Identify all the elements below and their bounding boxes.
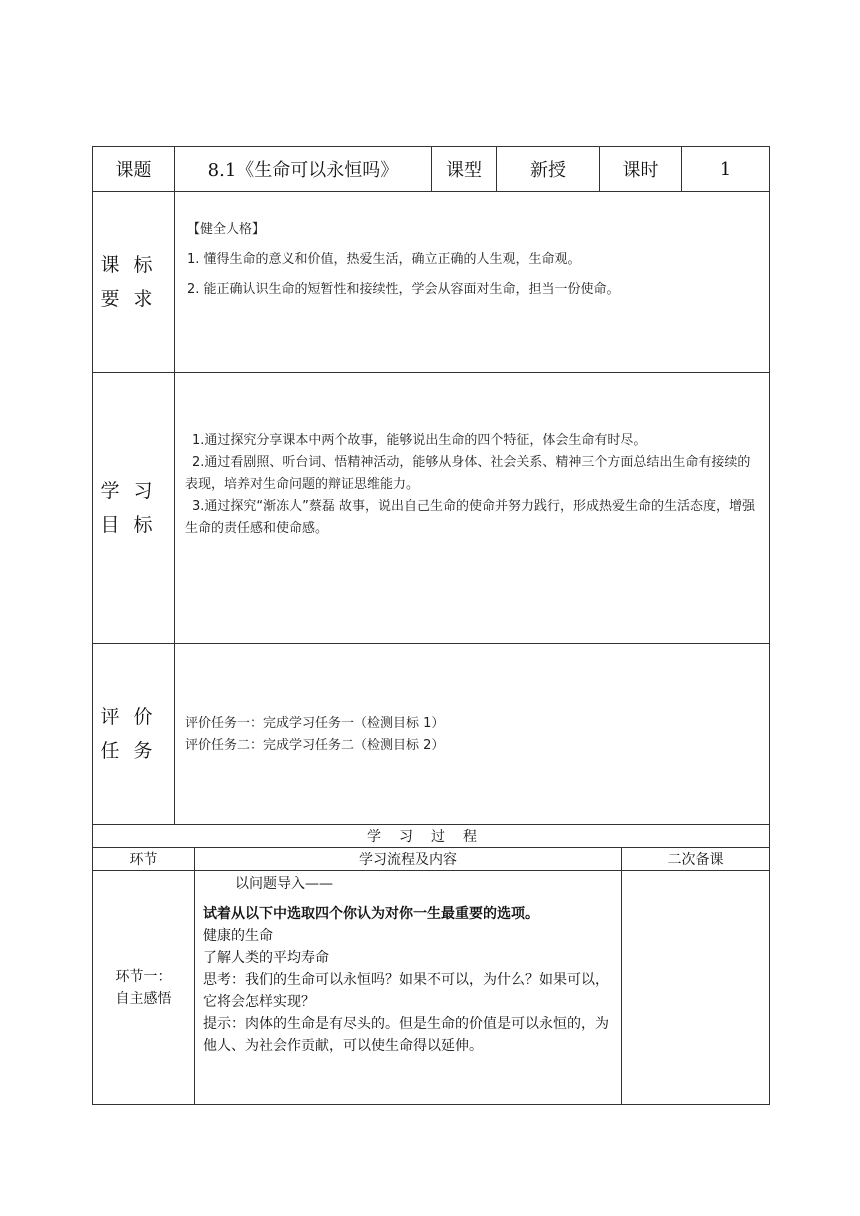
objectives-content: [175, 373, 770, 644]
process-header-row: [93, 848, 770, 871]
lesson-header-row: [93, 147, 770, 192]
process-title-row: [93, 825, 770, 848]
type-value: 新授: [497, 147, 600, 192]
objective-item-2: 2.通过看剧照、听台词、悟精神活动，能够从身体、社会关系、精神三个方面总结出生命有接续的表现，培养对生命问题的辩证思维能力。: [185, 455, 751, 492]
stage1-notes[interactable]: [622, 871, 770, 1105]
option-healthy-life: 健康的生命: [203, 928, 273, 944]
col-content-header: 学习流程及内容: [195, 848, 622, 871]
objective-item-3: 3.通过探究“渐冻人”蔡磊 故事，说出自己生命的使命并努力践行，形成热爱生命的生活态度，增强生命的责任感和使命感。: [185, 499, 756, 536]
curriculum-content: [175, 192, 770, 373]
evaluation-item-2: 评价任务二：完成学习任务二（检测目标 2）: [185, 738, 445, 753]
curriculum-heading: 【健全人格】: [187, 222, 266, 237]
stage1-name: 自主感悟: [115, 990, 172, 1007]
stage1-cell: [93, 871, 195, 1105]
process-table: [92, 824, 770, 1105]
curriculum-row: [93, 192, 770, 373]
objectives-row: [93, 373, 770, 644]
hint-text: 提示：肉体的生命是有尽头的。但是生命的价值是可以永恒的，为他人、为社会作贡献，可以使生命得以延伸。: [203, 1016, 609, 1054]
objectives-label: 学习 目标: [93, 373, 175, 644]
col-stage-header: 环节: [93, 848, 195, 871]
intro-line: 以问题导入——: [235, 876, 333, 892]
subject-value: 8.1《生命可以永恒吗》: [175, 147, 432, 192]
curriculum-label: 课标 要求: [93, 192, 175, 373]
stage1-row: [93, 871, 770, 1105]
stage1-label: 环节一：: [115, 968, 172, 985]
think-question: 思考：我们的生命可以永恒吗？如果不可以，为什么？如果可以，它将会怎样实现？: [203, 972, 609, 1010]
evaluation-content: [175, 644, 770, 825]
objective-item-1: 1.通过探究分享课本中两个故事，能够说出生命的四个特征，体会生命有时尽。: [192, 433, 647, 448]
stage1-content: [195, 871, 622, 1105]
process-title: 学习过程: [93, 825, 770, 848]
evaluation-row: [93, 644, 770, 825]
period-value: 1: [682, 147, 770, 192]
evaluation-label: 评价 任务: [93, 644, 175, 825]
activity-prompt: 试着从以下中选取四个你认为对你一生最重要的选项。: [203, 906, 539, 922]
period-label: 课时: [600, 147, 682, 192]
col-notes-header: 二次备课: [622, 848, 770, 871]
lesson-info-table: [92, 146, 770, 825]
type-label: 课型: [432, 147, 497, 192]
curriculum-item-2: 2. 能正确认识生命的短暂性和接续性，学会从容面对生命，担当一份使命。: [187, 282, 620, 297]
curriculum-item-1: 1. 懂得生命的意义和价值，热爱生活，确立正确的人生观，生命观。: [187, 252, 581, 267]
life-expectancy-line: 了解人类的平均寿命: [203, 950, 329, 966]
evaluation-item-1: 评价任务一：完成学习任务一（检测目标 1）: [185, 716, 445, 731]
subject-label: 课题: [93, 147, 175, 192]
